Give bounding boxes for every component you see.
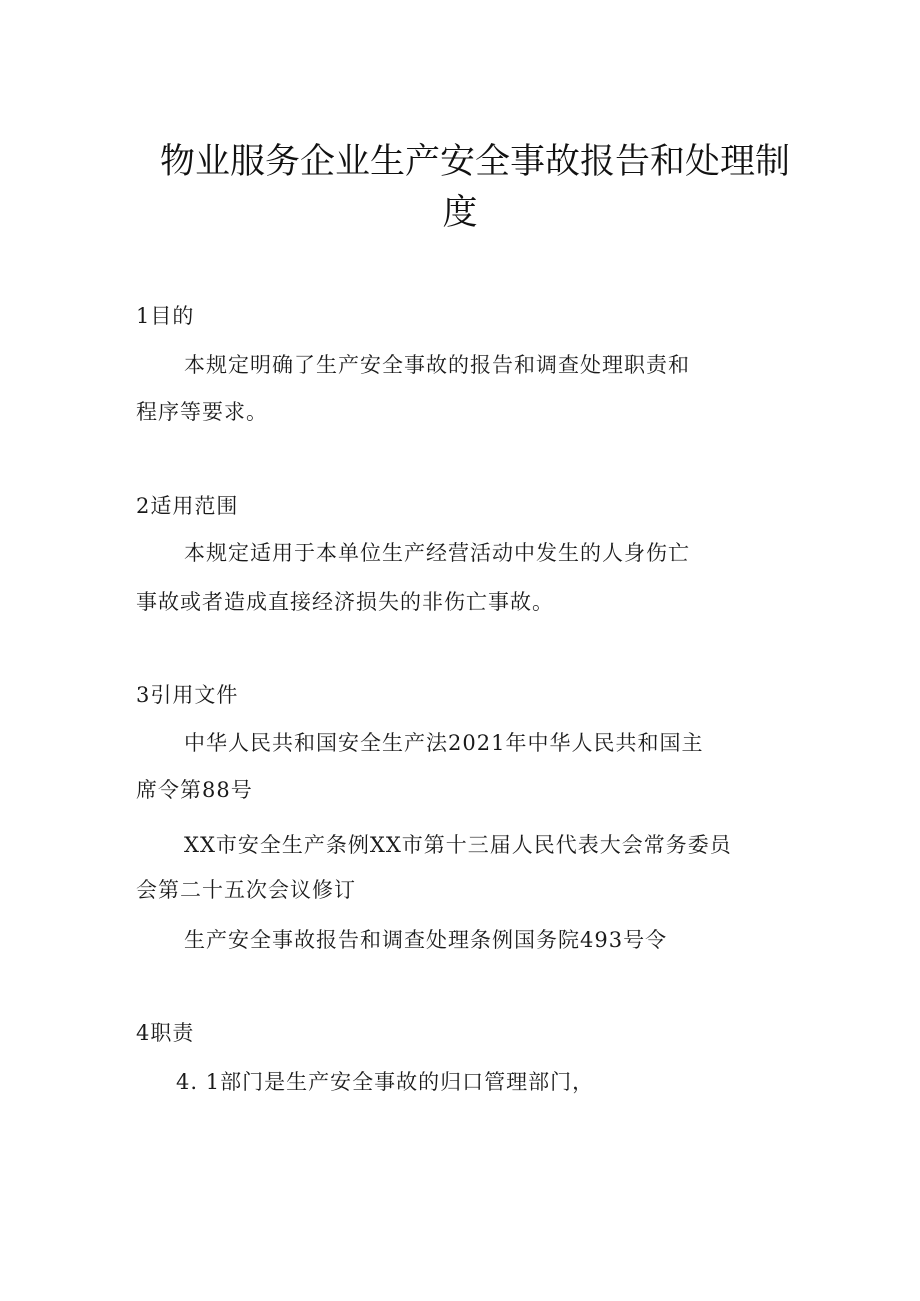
section-heading-responsibilities: 4职责	[136, 1021, 195, 1045]
document-title-line-1: 物业服务企业生产安全事故报告和处理制	[160, 142, 791, 182]
document-title-line-2: 度	[442, 193, 478, 233]
section-purpose-paragraph-line-1: 本规定明确了生产安全事故的报告和调查处理职责和	[184, 353, 690, 377]
section-heading-purpose: 1目的	[136, 304, 195, 328]
reference-1-line-2: 席令第88号	[136, 778, 253, 802]
section-heading-references: 3引用文件	[136, 683, 239, 707]
section-heading-scope: 2适用范围	[136, 494, 239, 518]
reference-1-line-1: 中华人民共和国安全生产法2021年中华人民共和国主	[184, 731, 704, 755]
responsibility-4-1: 4. 1部门是生产安全事故的归口管理部门，	[176, 1070, 595, 1094]
reference-2-line-1: XX市安全生产条例XX市第十三届人民代表大会常务委员	[184, 833, 732, 857]
reference-3-line-1: 生产安全事故报告和调查处理条例国务院493号令	[184, 928, 668, 952]
section-scope-paragraph-line-1: 本规定适用于本单位生产经营活动中发生的人身伤亡	[184, 541, 690, 565]
section-purpose-paragraph-line-2: 程序等要求。	[136, 400, 268, 424]
section-scope-paragraph-line-2: 事故或者造成直接经济损失的非伤亡事故。	[136, 590, 554, 614]
reference-2-line-2: 会第二十五次会议修订	[136, 878, 356, 902]
